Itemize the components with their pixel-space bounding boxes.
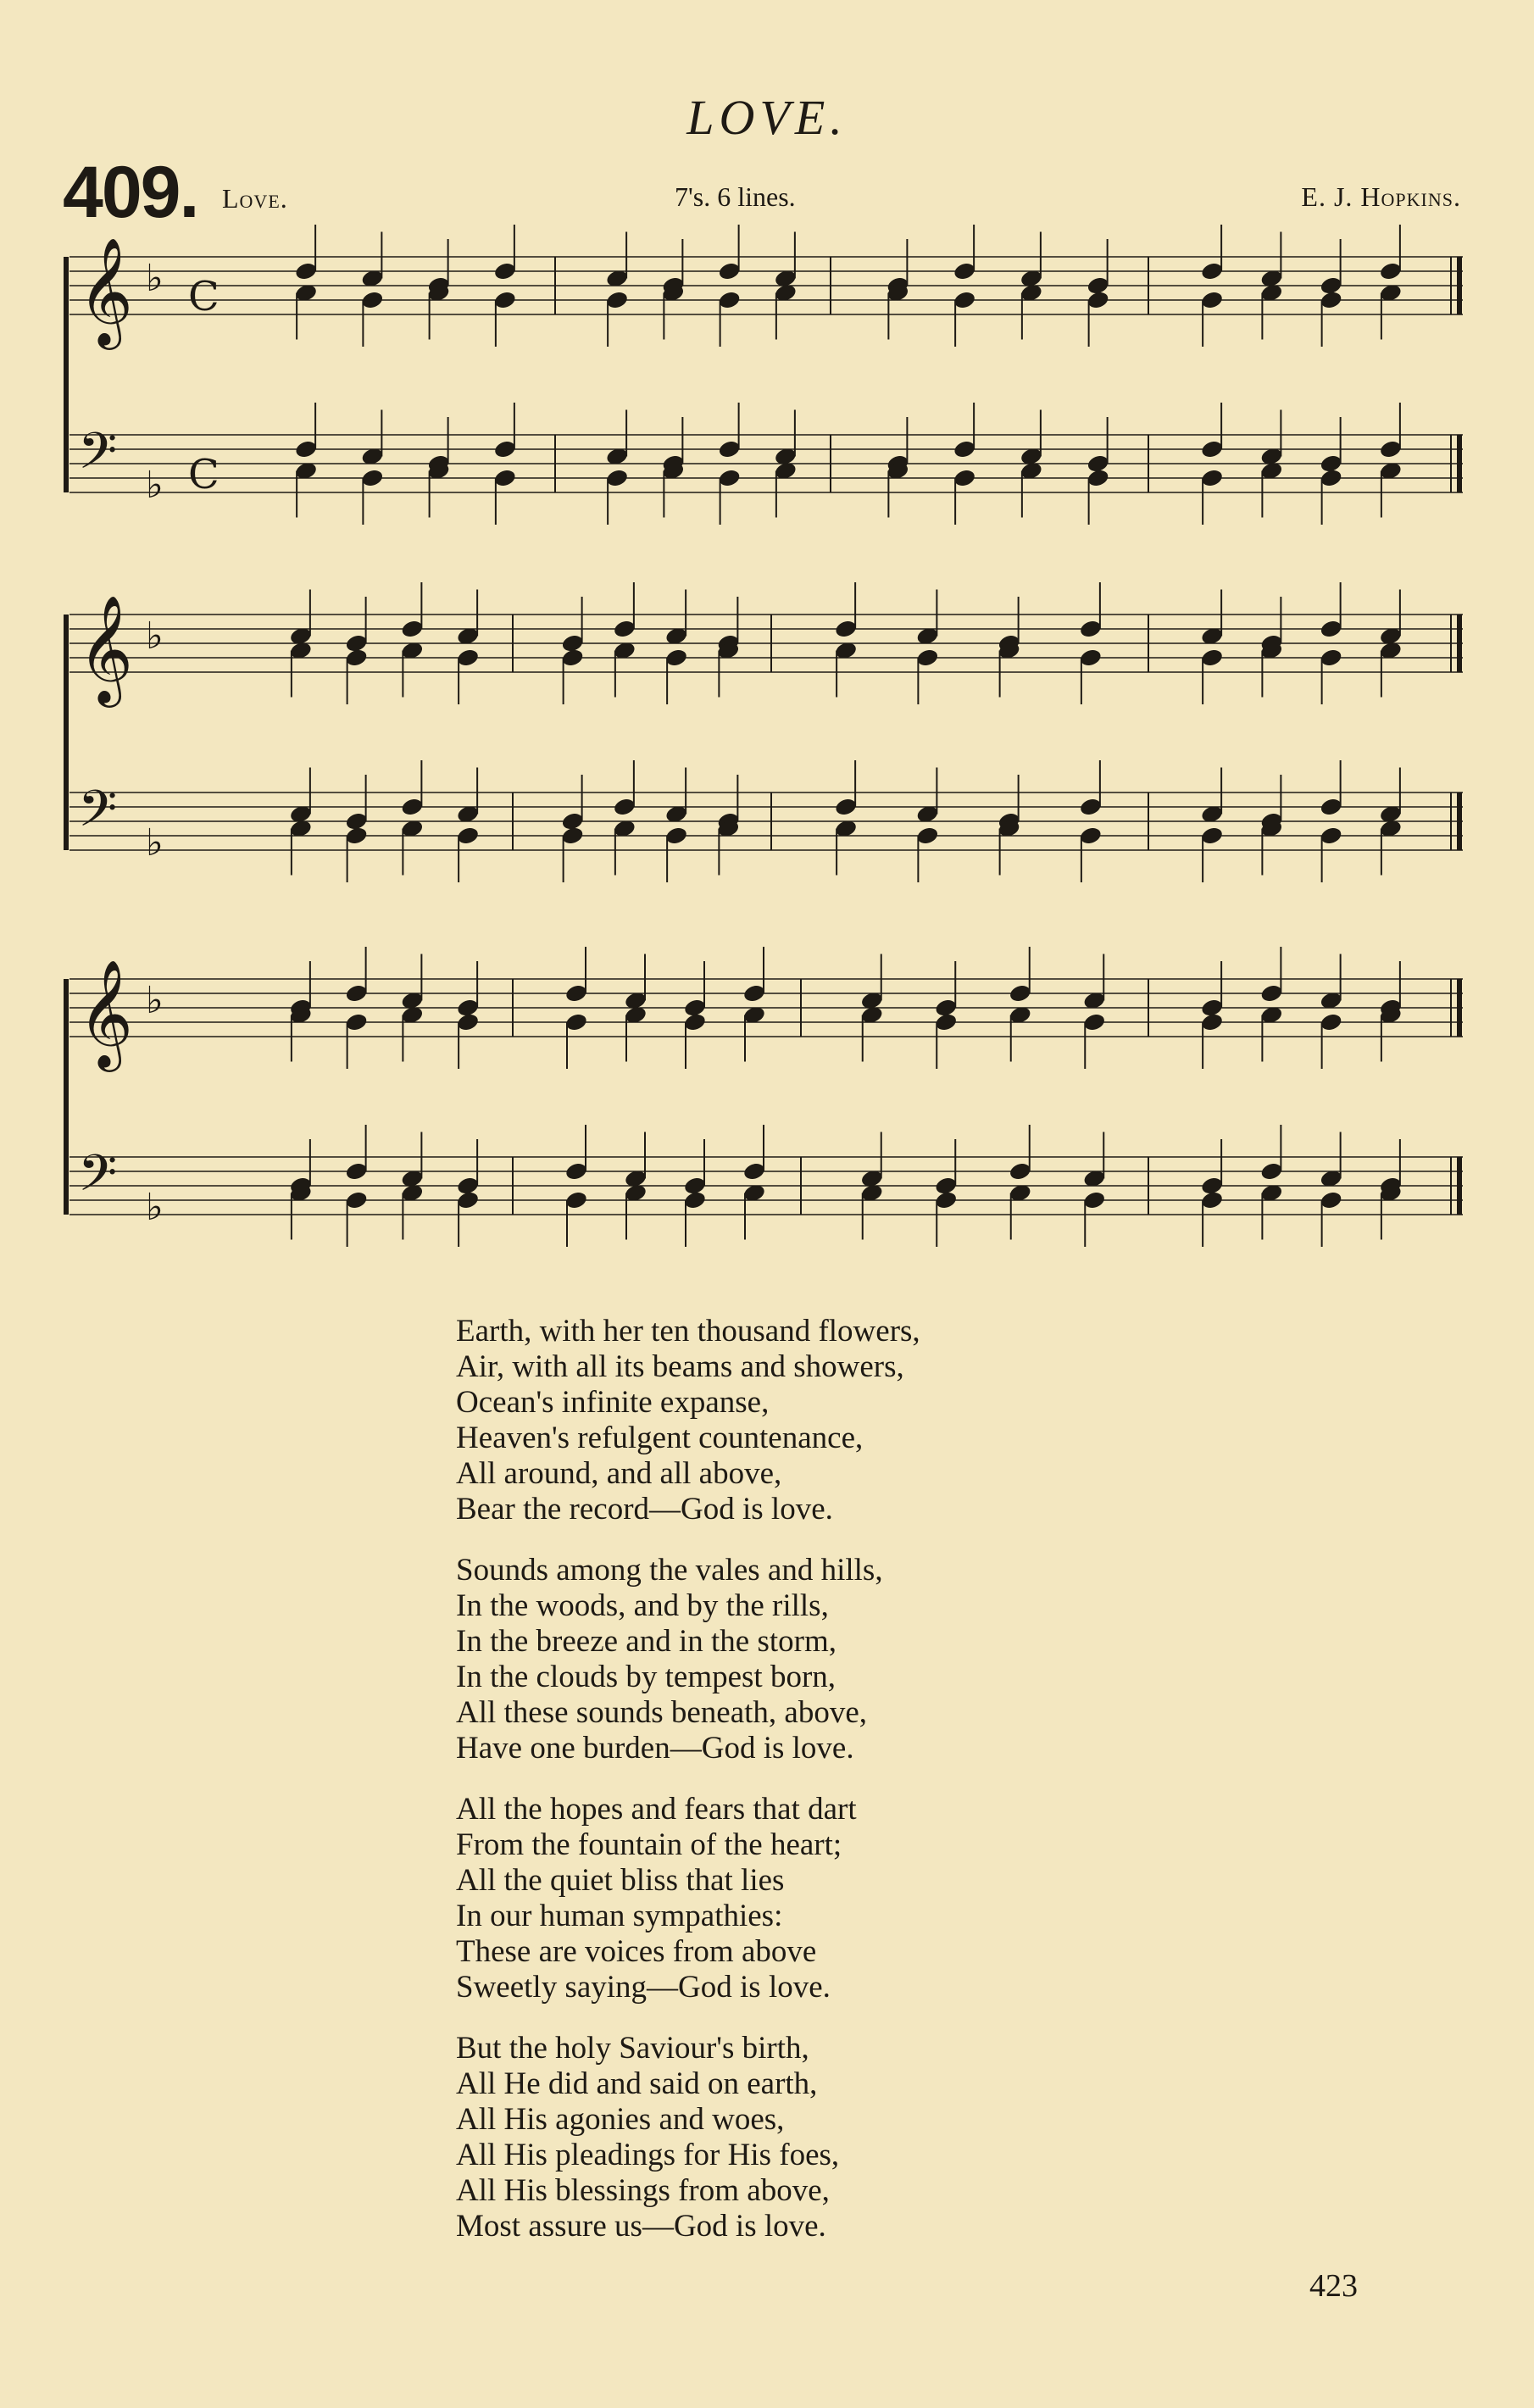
page-number: 423 [1309,2268,1358,2304]
note-head [493,439,517,459]
note-head [953,439,976,459]
note-head [915,826,939,846]
note-head [605,468,629,488]
note-head [344,648,368,668]
note-head [493,290,517,310]
note-head [664,826,688,846]
verse-line: Most assure us—God is love. [456,2209,826,2244]
bass-clef-icon: 𝄢 [78,1143,118,1215]
note-head [360,290,384,310]
score-systems [66,225,1463,1247]
note-head [1319,290,1342,310]
meter: 7's. 6 lines. [675,181,796,212]
note-head [400,619,424,639]
note-head [1319,1190,1342,1210]
note-head [1200,1190,1224,1210]
verse-line: From the fountain of the heart; [456,1827,842,1862]
note-head [1079,648,1103,668]
verse-line: All His agonies and woes, [456,2102,785,2137]
note-head [564,983,588,1004]
note-head [1079,797,1103,817]
flat-icon: ♭ [146,979,164,1022]
note-head [564,1161,588,1182]
note-head [834,797,858,817]
note-head [1379,261,1403,281]
flat-icon: ♭ [146,464,164,507]
note-head [1319,826,1342,846]
verse-line: In our human sympathies: [456,1899,783,1933]
note-head [344,983,368,1004]
note-head [1079,826,1103,846]
note-head [717,290,741,310]
verse-line: All He did and said on earth, [456,2066,818,2101]
note-head [344,826,368,846]
verse-line: These are voices from above [456,1934,817,1969]
note-head [605,290,629,310]
stanza-2 [456,1553,920,1766]
treble-clef-icon: 𝄞 [78,959,134,1067]
note-head [1009,1161,1032,1182]
note-head [1319,619,1342,639]
note-head [1082,1190,1106,1210]
note-head [1200,468,1224,488]
note-head [344,1190,368,1210]
note-head [344,1012,368,1032]
note-head [742,983,766,1004]
treble-clef-icon: 𝄞 [78,236,134,345]
note-head [1319,648,1342,668]
verse-line: All His pleadings for His foes, [456,2138,840,2172]
note-head [683,1012,707,1032]
note-head [1379,439,1403,459]
note-head [742,1161,766,1182]
verse-line: All the hopes and fears that dart [456,1792,857,1827]
note-head [613,619,636,639]
note-head [953,290,976,310]
verse-line: Sweetly saying—God is love. [456,1970,831,2005]
note-head [564,1190,588,1210]
stanza-3 [456,1792,920,2005]
verse-line: Bear the record—God is love. [456,1492,833,1527]
note-head [1259,983,1283,1004]
note-head [717,261,741,281]
verse-line: Air, with all its beams and showers, [456,1349,904,1384]
note-head [1200,1012,1224,1032]
bass-clef-icon: 𝄢 [78,779,118,850]
bass-clef-icon: 𝄢 [78,421,118,492]
note-head [344,1161,368,1182]
flat-icon: ♭ [146,1186,164,1229]
note-head [456,1190,480,1210]
note-head [1200,439,1224,459]
note-head [294,261,318,281]
note-head [1319,468,1342,488]
note-head [493,468,517,488]
note-head [683,1190,707,1210]
note-head [1200,290,1224,310]
note-head [934,1190,958,1210]
note-head [1086,290,1109,310]
verse-line: All the quiet bliss that lies [456,1863,785,1898]
flat-icon: ♭ [146,615,164,658]
note-head [664,648,688,668]
note-head [1259,1161,1283,1182]
note-head [1319,1012,1342,1032]
note-head [953,261,976,281]
verse-line: All around, and all above, [456,1456,782,1491]
note-head [717,439,741,459]
verse-line: Have one burden—God is love. [456,1731,854,1766]
verse-line: All these sounds beneath, above, [456,1695,867,1730]
note-head [564,1012,588,1032]
note-head [400,797,424,817]
flat-icon: ♭ [146,257,164,300]
note-head [934,1012,958,1032]
tune-name: Love. [222,183,288,214]
note-head [1079,619,1103,639]
flat-icon: ♭ [146,821,164,865]
note-head [1200,261,1224,281]
note-head [456,1012,480,1032]
note-head [915,648,939,668]
note-head [493,261,517,281]
note-head [456,648,480,668]
note-head [613,797,636,817]
verse-line: In the clouds by tempest born, [456,1660,836,1694]
note-head [717,468,741,488]
note-head [953,468,976,488]
common-time-icon: C [188,273,220,320]
note-head [834,619,858,639]
verse-line: Heaven's refulgent countenance, [456,1421,864,1455]
verse-line: In the breeze and in the storm, [456,1624,836,1659]
note-head [1319,797,1342,817]
treble-clef-icon: 𝄞 [78,594,134,703]
hymn-number: 409. [63,152,198,233]
note-head [1086,468,1109,488]
note-head [1082,1012,1106,1032]
note-head [1009,983,1032,1004]
verse-line: But the holy Saviour's birth, [456,2031,809,2066]
stanza-1 [456,1314,920,1527]
note-head [1200,648,1224,668]
verse-line: Earth, with her ten thousand flowers, [456,1314,920,1349]
verse-line: Ocean's infinite expanse, [456,1385,770,1420]
section-title: LOVE. [686,90,848,145]
note-head [560,826,584,846]
note-head [360,468,384,488]
verses [456,1314,920,2270]
verse-line: Sounds among the vales and hills, [456,1553,883,1588]
composer: E. J. Hopkins. [1301,181,1461,212]
verse-line: In the woods, and by the rills, [456,1588,829,1623]
note-head [560,648,584,668]
stanza-4 [456,2031,920,2244]
verse-line: All His blessings from above, [456,2173,830,2208]
note-head [1200,826,1224,846]
note-head [294,439,318,459]
common-time-icon: C [188,451,220,498]
note-head [456,826,480,846]
